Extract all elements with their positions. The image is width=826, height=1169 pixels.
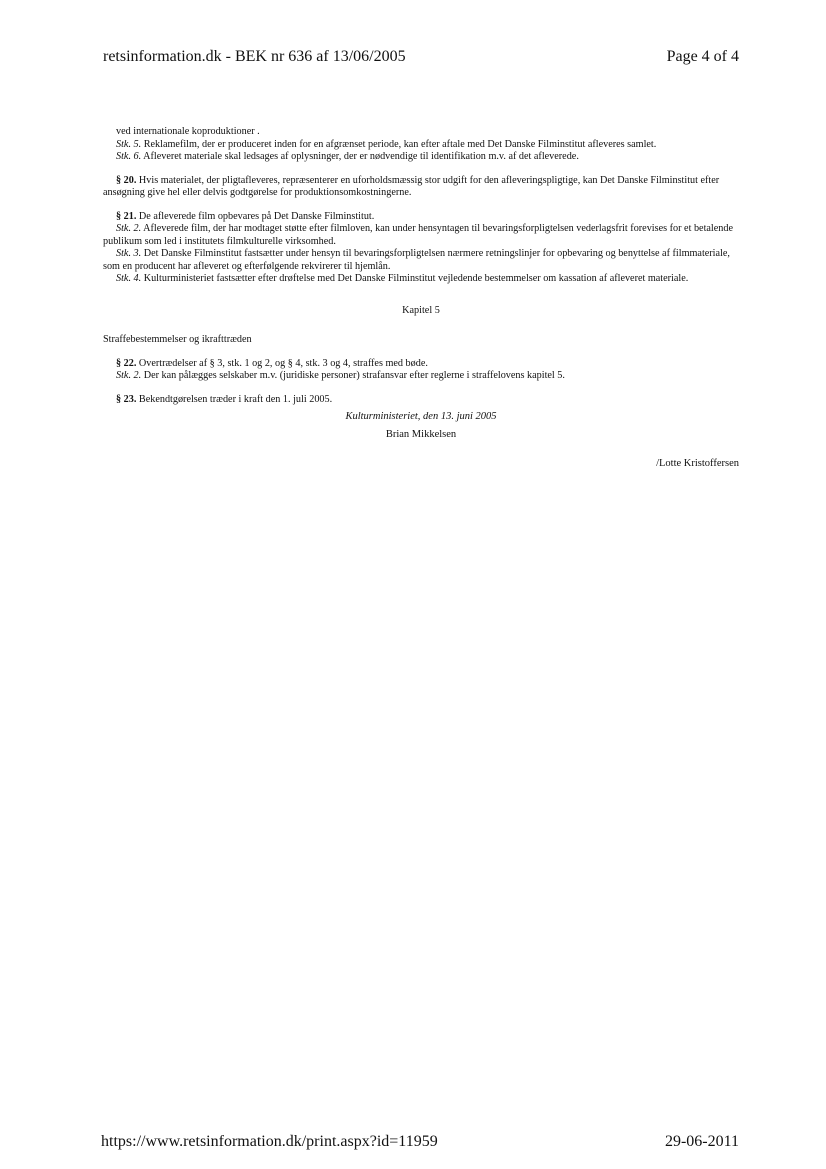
paragraph-s22: § 22. Overtrædelser af § 3, stk. 1 og 2, og § 4, stk. 3 og 4, straffes med bøde.: [116, 357, 428, 369]
page-number: Page 4 of 4: [666, 48, 739, 65]
stk-label: Stk. 5.: [116, 138, 142, 150]
paragraph-s22-stk2: Stk. 2. Der kan pålægges selskaber m.v. (juridiske personer) strafansvar efter reglerne i straffelovens kapitel 5.: [116, 370, 565, 381]
paragraph-s23: § 23. Bekendtgørelsen træder i kraft den 1. juli 2005.: [116, 393, 333, 405]
paragraph-s20: § 20. Hvis materialet, der pligtafleveres, repræsenterer en uforholdsmæssig stor udgift for den afleveringspligtige, kan Det Danske Filminstitut efter ansøgning give hel eller delvis godtgørelse for produktionsomkostningerne.: [103, 174, 720, 198]
stk-label: Stk. 3.: [116, 248, 142, 259]
signature-countersign: /Lotte Kristoffersen: [656, 458, 739, 469]
stk-label: Stk. 4.: [116, 273, 142, 284]
paragraph-s19-stk5: Stk. 5. Reklamefilm, der er produceret inden for en afgrænset periode, kan efter aftale med Det Danske Filminstitut afleveres samlet.: [116, 138, 657, 150]
section-label: § 22.: [116, 357, 137, 369]
paragraph-s21-stk4: Stk. 4. Kulturministeriet fastsætter efter drøftelse med Det Danske Filminstitut vejledende bestemmelser om kassation af afleveret materiale.: [116, 273, 689, 284]
paragraph-s21-stk2: Stk. 2. Afleverede film, der har modtaget støtte efter filmloven, kan under hensyntagen til bevaringsforpligtelsen vederlagsfrit forevises for et betalende publikum som led i institutets filmkulturelle virksomhed.: [103, 223, 733, 247]
footer-url: https://www.retsinformation.dk/print.aspx?id=11959: [101, 1133, 438, 1150]
section-label: § 23.: [116, 393, 137, 405]
document-body: [103, 126, 739, 471]
footer-date: 29-06-2011: [664, 1133, 739, 1150]
header-title: retsinformation.dk - BEK nr 636 af 13/06/2005: [103, 48, 406, 65]
signature-name: Brian Mikkelsen: [385, 428, 457, 440]
signature-place-date: Kulturministeriet, den 13. juni 2005: [345, 411, 497, 422]
section-label: § 20.: [116, 174, 137, 186]
paragraph-s19-stk6: Stk. 6. Afleveret materiale skal ledsages af oplysninger, der er nødvendige til identifikation m.v. af det afleverede.: [116, 151, 579, 162]
paragraph-s21: § 21. De afleverede film opbevares på Det Danske Filminstitut.: [116, 210, 375, 222]
stk-label: Stk. 2.: [116, 223, 142, 234]
paragraph-s21-stk3: Stk. 3. Det Danske Filminstitut fastsætter under hensyn til bevaringsforpligtelsen nærmere retningslinjer for opbevaring og benyttelse af filmmateriale, som en producent har afleveret og efterfølgende rekvirerer til hjemlån.: [103, 248, 730, 272]
stk-label: Stk. 6.: [116, 151, 142, 162]
chapter-title: Straffebestemmelser og ikrafttræden: [103, 334, 252, 345]
paragraph-continuation: ved internationale koproduktioner .: [116, 126, 260, 137]
section-label: § 21.: [116, 210, 137, 222]
stk-label: Stk. 2.: [116, 370, 142, 381]
chapter-heading: Kapitel 5: [402, 304, 440, 316]
